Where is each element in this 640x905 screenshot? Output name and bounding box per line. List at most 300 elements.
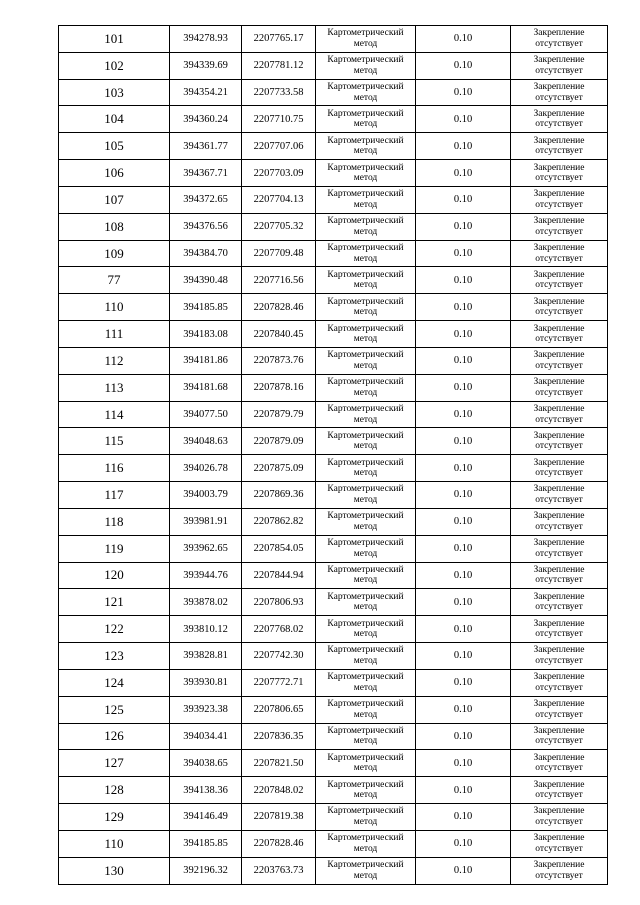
accuracy-cell: 0.10 [416, 26, 511, 53]
method-line-2: метод [353, 307, 378, 318]
method-cell [316, 830, 416, 857]
table-row [59, 643, 608, 670]
fixing-cell [511, 830, 608, 857]
x-coordinate-cell: 394146.49 [170, 804, 242, 831]
y-coordinate-cell: 2207875.09 [242, 455, 316, 482]
x-coordinate-cell: 394354.21 [170, 79, 242, 106]
fixing-line-1: Закрепление [533, 699, 585, 710]
accuracy-cell: 0.10 [416, 160, 511, 187]
method-line-1: Картометрический [327, 618, 404, 629]
method-line-1: Картометрический [327, 484, 404, 495]
fixing-line-2: отсутствует [535, 199, 583, 210]
table-row [59, 401, 608, 428]
fixing-line-1: Закрепление [533, 752, 585, 763]
fixing-line-1: Закрепление [533, 243, 585, 254]
table-row [59, 213, 608, 240]
y-coordinate-cell: 2207840.45 [242, 321, 316, 348]
method-cell [316, 267, 416, 294]
method-line-2: метод [353, 226, 378, 237]
accuracy-cell: 0.10 [416, 696, 511, 723]
fixing-cell [511, 535, 608, 562]
y-coordinate-cell: 2207873.76 [242, 347, 316, 374]
method-line-1: Картометрический [327, 216, 404, 227]
point-number-cell: 110 [59, 830, 170, 857]
y-coordinate-cell: 2203763.73 [242, 857, 316, 884]
fixing-line-1: Закрепление [533, 618, 585, 629]
x-coordinate-cell: 394003.79 [170, 482, 242, 509]
y-coordinate-cell: 2207781.12 [242, 52, 316, 79]
fixing-line-2: отсутствует [535, 92, 583, 103]
point-number-cell: 106 [59, 160, 170, 187]
accuracy-cell: 0.10 [416, 294, 511, 321]
method-cell [316, 79, 416, 106]
y-coordinate-cell: 2207768.02 [242, 616, 316, 643]
method-line-1: Картометрический [327, 404, 404, 414]
fixing-cell [511, 750, 608, 777]
x-coordinate-cell: 394181.68 [170, 374, 242, 401]
point-number-cell: 129 [59, 804, 170, 831]
accuracy-cell: 0.10 [416, 562, 511, 589]
x-coordinate-cell: 394278.93 [170, 26, 242, 53]
fixing-line-2: отсутствует [535, 414, 583, 425]
x-coordinate-cell: 393810.12 [170, 616, 242, 643]
fixing-line-1: Закрепление [533, 538, 585, 549]
point-number-cell: 124 [59, 669, 170, 696]
table-row [59, 562, 608, 589]
table-row [59, 804, 608, 831]
fixing-line-2: отсутствует [535, 226, 583, 237]
method-line-2: метод [353, 548, 378, 559]
method-line-2: метод [353, 790, 378, 801]
method-line-1: Картометрический [327, 430, 404, 441]
fixing-cell [511, 455, 608, 482]
fixing-line-1: Закрепление [533, 55, 585, 66]
y-coordinate-cell: 2207709.48 [242, 240, 316, 267]
fixing-line-1: Закрепление [533, 350, 585, 361]
fixing-cell [511, 133, 608, 160]
point-number-cell: 103 [59, 79, 170, 106]
point-number-cell: 116 [59, 455, 170, 482]
y-coordinate-cell: 2207765.17 [242, 26, 316, 53]
fixing-cell [511, 562, 608, 589]
method-line-2: метод [353, 521, 378, 532]
method-line-1: Картометрический [327, 538, 404, 549]
method-line-1: Картометрический [327, 511, 404, 522]
method-line-2: метод [353, 736, 378, 747]
fixing-line-2: отсутствует [535, 280, 583, 291]
table-row [59, 589, 608, 616]
x-coordinate-cell: 394185.85 [170, 294, 242, 321]
method-line-2: метод [353, 575, 378, 586]
fixing-cell [511, 857, 608, 884]
accuracy-cell: 0.10 [416, 213, 511, 240]
table-row [59, 777, 608, 804]
fixing-cell [511, 106, 608, 133]
method-line-1: Картометрический [327, 833, 404, 844]
y-coordinate-cell: 2207772.71 [242, 669, 316, 696]
method-line-2: метод [353, 682, 378, 693]
method-cell [316, 857, 416, 884]
method-line-1: Картометрический [327, 377, 404, 388]
fixing-line-2: отсутствует [535, 736, 583, 747]
fixing-line-2: отсутствует [535, 521, 583, 532]
method-line-1: Картометрический [327, 806, 404, 817]
x-coordinate-cell: 394038.65 [170, 750, 242, 777]
point-number-cell: 115 [59, 428, 170, 455]
accuracy-cell: 0.10 [416, 589, 511, 616]
fixing-line-2: отсутствует [535, 468, 583, 479]
accuracy-cell: 0.10 [416, 401, 511, 428]
method-cell [316, 455, 416, 482]
method-line-1: Картометрический [327, 189, 404, 200]
method-line-1: Картометрический [327, 135, 404, 146]
accuracy-cell: 0.10 [416, 616, 511, 643]
method-cell [316, 26, 416, 53]
fixing-line-1: Закрепление [533, 860, 585, 871]
method-line-2: метод [353, 280, 378, 291]
point-number-cell: 126 [59, 723, 170, 750]
y-coordinate-cell: 2207879.79 [242, 401, 316, 428]
fixing-cell [511, 26, 608, 53]
method-cell [316, 777, 416, 804]
x-coordinate-cell: 393944.76 [170, 562, 242, 589]
y-coordinate-cell: 2207836.35 [242, 723, 316, 750]
y-coordinate-cell: 2207879.09 [242, 428, 316, 455]
fixing-cell [511, 508, 608, 535]
fixing-line-1: Закрепление [533, 645, 585, 656]
method-line-1: Картометрический [327, 82, 404, 93]
method-line-1: Картометрический [327, 645, 404, 656]
method-line-2: метод [353, 441, 378, 452]
fixing-cell [511, 294, 608, 321]
method-line-2: метод [353, 763, 378, 774]
method-line-1: Картометрический [327, 564, 404, 575]
fixing-line-2: отсутствует [535, 494, 583, 505]
table-row [59, 240, 608, 267]
method-line-1: Картометрический [327, 457, 404, 468]
method-line-1: Картометрический [327, 28, 404, 39]
method-line-1: Картометрический [327, 725, 404, 736]
y-coordinate-cell: 2207848.02 [242, 777, 316, 804]
y-coordinate-cell: 2207828.46 [242, 294, 316, 321]
point-number-cell: 107 [59, 186, 170, 213]
y-coordinate-cell: 2207733.58 [242, 79, 316, 106]
x-coordinate-cell: 393828.81 [170, 643, 242, 670]
fixing-line-2: отсутствует [535, 575, 583, 586]
method-line-1: Картометрический [327, 243, 404, 254]
x-coordinate-cell: 394367.71 [170, 160, 242, 187]
table-row [59, 669, 608, 696]
method-line-2: метод [353, 173, 378, 184]
table-row [59, 106, 608, 133]
method-line-2: метод [353, 65, 378, 76]
y-coordinate-cell: 2207844.94 [242, 562, 316, 589]
fixing-line-1: Закрепление [533, 216, 585, 227]
point-number-cell: 77 [59, 267, 170, 294]
y-coordinate-cell: 2207806.65 [242, 696, 316, 723]
accuracy-cell: 0.10 [416, 321, 511, 348]
accuracy-cell: 0.10 [416, 347, 511, 374]
fixing-cell [511, 374, 608, 401]
x-coordinate-cell: 394077.50 [170, 401, 242, 428]
fixing-cell [511, 723, 608, 750]
x-coordinate-cell: 393930.81 [170, 669, 242, 696]
y-coordinate-cell: 2207704.13 [242, 186, 316, 213]
accuracy-cell: 0.10 [416, 830, 511, 857]
fixing-cell [511, 669, 608, 696]
x-coordinate-cell: 392196.32 [170, 857, 242, 884]
method-line-2: метод [353, 709, 378, 720]
table-row [59, 186, 608, 213]
method-cell [316, 643, 416, 670]
x-coordinate-cell: 394185.85 [170, 830, 242, 857]
point-number-cell: 117 [59, 482, 170, 509]
accuracy-cell: 0.10 [416, 723, 511, 750]
table-row [59, 723, 608, 750]
table-row [59, 508, 608, 535]
fixing-line-1: Закрепление [533, 484, 585, 495]
method-line-2: метод [353, 199, 378, 210]
fixing-cell [511, 79, 608, 106]
method-cell [316, 347, 416, 374]
fixing-cell [511, 616, 608, 643]
method-cell [316, 750, 416, 777]
accuracy-cell: 0.10 [416, 133, 511, 160]
table-row [59, 535, 608, 562]
fixing-cell [511, 240, 608, 267]
x-coordinate-cell: 394048.63 [170, 428, 242, 455]
fixing-line-1: Закрепление [533, 108, 585, 119]
method-cell [316, 804, 416, 831]
fixing-line-2: отсутствует [535, 682, 583, 693]
fixing-cell [511, 321, 608, 348]
method-line-2: метод [353, 38, 378, 49]
table-row [59, 857, 608, 884]
fixing-line-1: Закрепление [533, 135, 585, 146]
method-line-2: метод [353, 468, 378, 479]
method-line-1: Картометрический [327, 672, 404, 683]
method-line-2: метод [353, 655, 378, 666]
fixing-cell [511, 643, 608, 670]
table-row [59, 26, 608, 53]
method-cell [316, 240, 416, 267]
table-row [59, 830, 608, 857]
fixing-line-2: отсутствует [535, 307, 583, 318]
method-cell [316, 106, 416, 133]
x-coordinate-cell: 393878.02 [170, 589, 242, 616]
fixing-cell [511, 213, 608, 240]
y-coordinate-cell: 2207862.82 [242, 508, 316, 535]
method-line-2: метод [353, 146, 378, 157]
x-coordinate-cell: 394372.65 [170, 186, 242, 213]
table-row [59, 455, 608, 482]
x-coordinate-cell: 394339.69 [170, 52, 242, 79]
point-number-cell: 113 [59, 374, 170, 401]
x-coordinate-cell: 394361.77 [170, 133, 242, 160]
method-line-1: Картометрический [327, 752, 404, 763]
fixing-cell [511, 52, 608, 79]
fixing-line-2: отсутствует [535, 38, 583, 49]
point-number-cell: 108 [59, 213, 170, 240]
method-cell [316, 696, 416, 723]
fixing-line-2: отсутствует [535, 441, 583, 452]
fixing-line-2: отсутствует [535, 763, 583, 774]
table-row [59, 79, 608, 106]
accuracy-cell: 0.10 [416, 186, 511, 213]
point-number-cell: 101 [59, 26, 170, 53]
method-line-2: метод [353, 387, 378, 398]
method-cell [316, 723, 416, 750]
y-coordinate-cell: 2207707.06 [242, 133, 316, 160]
fixing-line-2: отсутствует [535, 843, 583, 854]
y-coordinate-cell: 2207703.09 [242, 160, 316, 187]
method-cell [316, 669, 416, 696]
fixing-line-1: Закрепление [533, 779, 585, 790]
fixing-line-2: отсутствует [535, 629, 583, 640]
method-line-1: Картометрический [327, 108, 404, 119]
fixing-line-2: отсутствует [535, 387, 583, 398]
point-number-cell: 104 [59, 106, 170, 133]
method-line-1: Картометрический [327, 699, 404, 710]
fixing-line-2: отсутствует [535, 709, 583, 720]
point-number-cell: 118 [59, 508, 170, 535]
table-row [59, 294, 608, 321]
method-cell [316, 589, 416, 616]
method-cell [316, 213, 416, 240]
y-coordinate-cell: 2207821.50 [242, 750, 316, 777]
x-coordinate-cell: 394360.24 [170, 106, 242, 133]
method-line-2: метод [353, 843, 378, 854]
y-coordinate-cell: 2207869.36 [242, 482, 316, 509]
fixing-line-2: отсутствует [535, 655, 583, 666]
table-row [59, 347, 608, 374]
fixing-cell [511, 401, 608, 428]
point-number-cell: 125 [59, 696, 170, 723]
accuracy-cell: 0.10 [416, 857, 511, 884]
method-line-2: метод [353, 816, 378, 827]
x-coordinate-cell: 394376.56 [170, 213, 242, 240]
y-coordinate-cell: 2207828.46 [242, 830, 316, 857]
method-cell [316, 374, 416, 401]
method-line-1: Картометрический [327, 296, 404, 307]
fixing-line-1: Закрепление [533, 269, 585, 280]
table-row [59, 321, 608, 348]
coordinates-table [58, 25, 608, 885]
y-coordinate-cell: 2207878.16 [242, 374, 316, 401]
fixing-line-2: отсутствует [535, 602, 583, 613]
y-coordinate-cell: 2207710.75 [242, 106, 316, 133]
x-coordinate-cell: 394034.41 [170, 723, 242, 750]
method-cell [316, 616, 416, 643]
point-number-cell: 130 [59, 857, 170, 884]
fixing-line-1: Закрепление [533, 564, 585, 575]
accuracy-cell: 0.10 [416, 669, 511, 696]
fixing-cell [511, 347, 608, 374]
fixing-line-1: Закрепление [533, 430, 585, 441]
fixing-line-1: Закрепление [533, 377, 585, 388]
fixing-line-2: отсутствует [535, 548, 583, 559]
method-cell [316, 508, 416, 535]
point-number-cell: 128 [59, 777, 170, 804]
method-line-2: метод [353, 629, 378, 640]
fixing-line-2: отсутствует [535, 173, 583, 184]
table-row [59, 696, 608, 723]
y-coordinate-cell: 2207705.32 [242, 213, 316, 240]
method-cell [316, 535, 416, 562]
fixing-cell [511, 777, 608, 804]
method-line-1: Картометрический [327, 323, 404, 334]
fixing-line-2: отсутствует [535, 119, 583, 130]
method-cell [316, 186, 416, 213]
method-line-2: метод [353, 334, 378, 345]
method-line-2: метод [353, 870, 378, 881]
method-cell [316, 482, 416, 509]
coordinates-table-body [59, 26, 608, 885]
point-number-cell: 119 [59, 535, 170, 562]
fixing-line-1: Закрепление [533, 457, 585, 468]
table-row [59, 133, 608, 160]
method-line-1: Картометрический [327, 860, 404, 871]
accuracy-cell: 0.10 [416, 267, 511, 294]
y-coordinate-cell: 2207742.30 [242, 643, 316, 670]
fixing-line-2: отсутствует [535, 816, 583, 827]
method-line-1: Картометрический [327, 591, 404, 602]
method-cell [316, 294, 416, 321]
method-cell [316, 160, 416, 187]
fixing-line-1: Закрепление [533, 296, 585, 307]
point-number-cell: 127 [59, 750, 170, 777]
fixing-cell [511, 589, 608, 616]
method-cell [316, 321, 416, 348]
fixing-line-1: Закрепление [533, 162, 585, 173]
accuracy-cell: 0.10 [416, 106, 511, 133]
point-number-cell: 102 [59, 52, 170, 79]
fixing-cell [511, 186, 608, 213]
fixing-line-1: Закрепление [533, 591, 585, 602]
fixing-cell [511, 267, 608, 294]
x-coordinate-cell: 393981.91 [170, 508, 242, 535]
method-line-1: Картометрический [327, 779, 404, 790]
method-cell [316, 133, 416, 160]
accuracy-cell: 0.10 [416, 482, 511, 509]
point-number-cell: 111 [59, 321, 170, 348]
fixing-cell [511, 696, 608, 723]
fixing-line-2: отсутствует [535, 360, 583, 371]
accuracy-cell: 0.10 [416, 750, 511, 777]
accuracy-cell: 0.10 [416, 535, 511, 562]
fixing-line-1: Закрепление [533, 28, 585, 39]
fixing-cell [511, 428, 608, 455]
accuracy-cell: 0.10 [416, 508, 511, 535]
method-line-1: Картометрический [327, 269, 404, 280]
accuracy-cell: 0.10 [416, 777, 511, 804]
accuracy-cell: 0.10 [416, 52, 511, 79]
fixing-line-1: Закрепление [533, 806, 585, 817]
y-coordinate-cell: 2207854.05 [242, 535, 316, 562]
method-line-2: метод [353, 253, 378, 264]
fixing-line-2: отсутствует [535, 870, 583, 881]
method-line-1: Картометрический [327, 162, 404, 173]
accuracy-cell: 0.10 [416, 240, 511, 267]
table-row [59, 267, 608, 294]
table-row [59, 750, 608, 777]
method-cell [316, 401, 416, 428]
method-line-2: метод [353, 119, 378, 130]
method-cell [316, 562, 416, 589]
accuracy-cell: 0.10 [416, 79, 511, 106]
x-coordinate-cell: 394384.70 [170, 240, 242, 267]
fixing-cell [511, 482, 608, 509]
